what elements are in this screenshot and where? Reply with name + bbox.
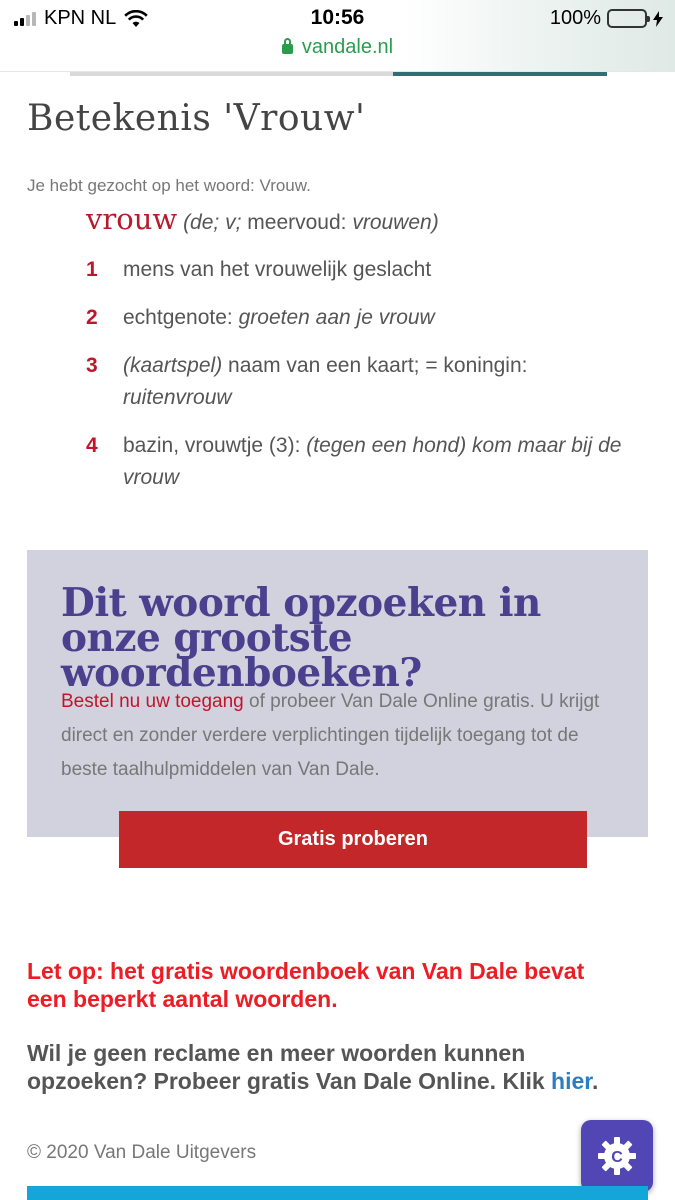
promo-box — [27, 550, 648, 837]
meaning-text: bazin, vrouwtje (3): — [123, 434, 307, 457]
charging-bolt-icon — [653, 11, 663, 27]
meaning-number: 4 — [86, 434, 98, 457]
meaning-example: ruitenvrouw — [123, 386, 232, 409]
upgrade-end: . — [591, 1068, 599, 1094]
meaning-number: 2 — [86, 306, 98, 329]
upgrade-notice — [27, 1039, 647, 1095]
address-bar[interactable] — [0, 36, 675, 59]
bottom-ad-banner[interactable] — [27, 1186, 648, 1200]
meaning-example: groeten aan je vrouw — [238, 306, 435, 329]
promo-title: Dit woord opzoeken in onze grootste woordenboeken? — [61, 580, 541, 696]
carrier-name: KPN NL — [44, 7, 117, 29]
grammar-info: (de; v; — [183, 211, 242, 234]
meaning-text: echtgenote: — [123, 306, 239, 329]
upgrade-text: Wil je geen reclame en meer woorden kunnen opzoeken? Probeer gratis Van Dale Online. Klik — [27, 1040, 552, 1094]
clock: 10:56 — [310, 6, 365, 29]
try-free-button[interactable]: Gratis proberen — [119, 811, 587, 868]
here-link[interactable]: hier — [551, 1068, 592, 1094]
meaning-item — [86, 254, 626, 286]
copyright: © 2020 Van Dale Uitgevers — [27, 1142, 257, 1163]
entry-headword-line — [86, 202, 439, 236]
lock-icon — [282, 44, 293, 54]
meaning-item — [86, 430, 626, 494]
battery-info — [550, 7, 663, 30]
gear-icon — [595, 1134, 639, 1178]
header-border-right — [393, 72, 607, 76]
meaning-number: 3 — [86, 354, 98, 377]
meaning-item — [86, 350, 626, 414]
order-access-link[interactable]: Bestel nu uw toegang — [61, 691, 244, 712]
meanings-list — [86, 254, 626, 510]
promo-body: of probeer Van Dale Online gratis. U krijgt direct en zonder verdere verplichtingen tijdelijk toegang tot de beste taalhulpmiddelen van Van Dale. — [61, 691, 600, 780]
meaning-example: (tegen een hond) kom maar bij de vrouw — [123, 434, 622, 489]
limited-words-warning: Let op: het gratis woordenboek van Van Dale bevat een beperkt aantal woorden. — [27, 958, 585, 1012]
meaning-text: naam van een kaart; = koningin: — [222, 354, 528, 377]
meaning-example: (kaartspel) — [123, 354, 223, 377]
plural-value: vrouwen) — [352, 211, 439, 234]
url-text: vandale.nl — [301, 36, 394, 58]
battery-icon — [607, 9, 647, 28]
meaning-text: mens van het vrouwelijk geslacht — [123, 258, 432, 281]
promo-text — [61, 685, 621, 787]
plural-label: meervoud: — [247, 211, 347, 234]
headword: vrouw — [86, 202, 178, 236]
cookie-settings-button[interactable] — [581, 1120, 653, 1192]
search-summary: Je hebt gezocht op het woord: Vrouw. — [27, 176, 311, 195]
gear-letter: C — [611, 1149, 623, 1166]
status-bar — [0, 0, 675, 72]
meaning-item — [86, 302, 626, 334]
page-title: Betekenis 'Vrouw' — [27, 98, 366, 139]
battery-percent: 100% — [549, 7, 601, 29]
header-border-left — [70, 72, 393, 76]
meaning-number: 1 — [86, 258, 98, 281]
